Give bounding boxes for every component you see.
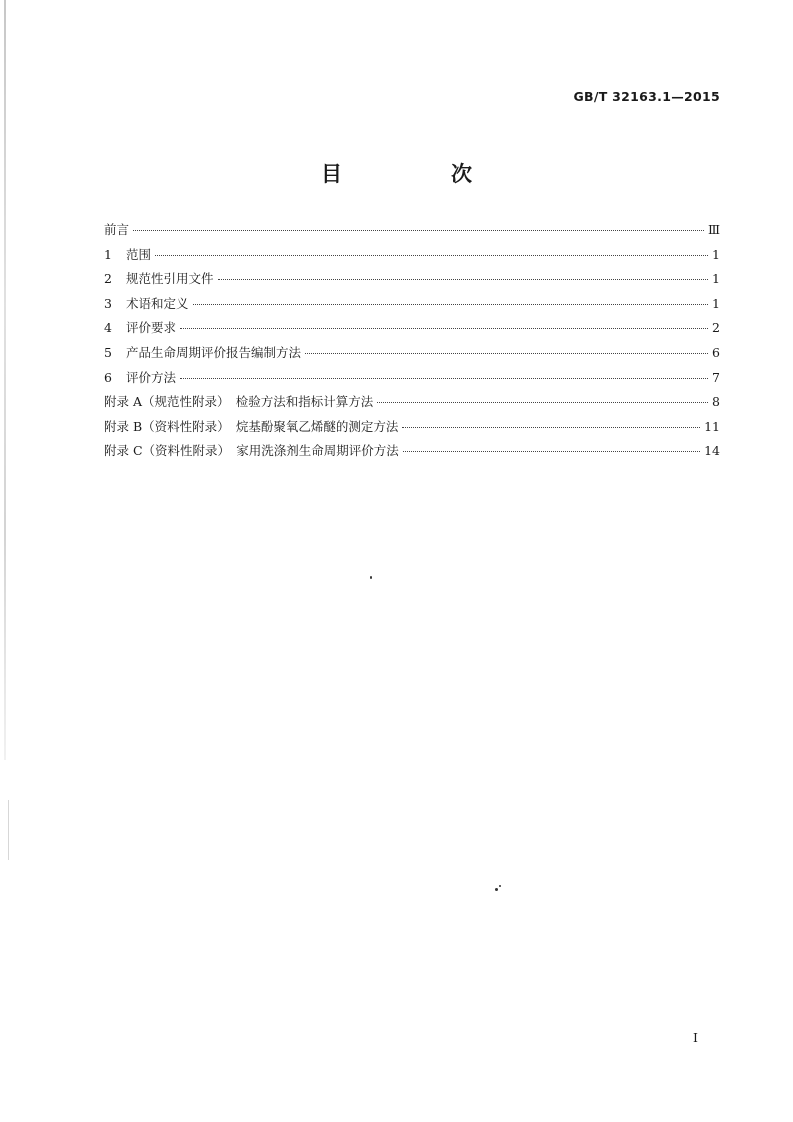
toc-entry-appendix-a[interactable] xyxy=(104,392,720,417)
toc-entry-page: 2 xyxy=(712,320,720,336)
toc-entry-label: 术语和定义 xyxy=(126,295,189,311)
toc-entry-foreword[interactable] xyxy=(104,220,720,245)
toc-leader-dots xyxy=(402,427,700,428)
toc-entry-label: 范围 xyxy=(126,246,152,262)
toc-entry-normative-references[interactable] xyxy=(104,269,720,294)
toc-entry-label: 评价方法 xyxy=(126,369,177,385)
toc-entry-page: 14 xyxy=(704,443,720,459)
toc-entry-label: 附录 A（规范性附录） 检验方法和指标计算方法 xyxy=(104,394,374,410)
scan-edge-shadow xyxy=(4,0,6,760)
toc-leader-dots xyxy=(193,304,708,305)
toc-entry-appendix-c[interactable] xyxy=(104,441,720,466)
toc-entry-evaluation-method[interactable] xyxy=(104,368,720,393)
toc-leader-dots xyxy=(403,451,700,452)
scan-speck xyxy=(495,888,498,891)
toc-entry-page: 8 xyxy=(712,394,720,410)
table-of-contents xyxy=(104,220,720,466)
toc-entry-label: 产品生命周期评价报告编制方法 xyxy=(126,344,302,360)
toc-entry-page: 1 xyxy=(712,295,720,311)
toc-title: 目 次 xyxy=(321,162,516,186)
toc-entry-scope[interactable] xyxy=(104,245,720,270)
toc-entry-number: 1 xyxy=(104,246,112,262)
toc-entry-evaluation-requirements[interactable] xyxy=(104,318,720,343)
page-number: I xyxy=(693,1030,698,1045)
toc-entry-number: 4 xyxy=(104,320,112,336)
toc-entry-page: 1 xyxy=(712,246,720,262)
toc-leader-dots xyxy=(218,279,708,280)
toc-leader-dots xyxy=(155,255,708,256)
toc-entry-page: 6 xyxy=(712,344,720,360)
toc-entry-page: Ⅲ xyxy=(707,222,720,237)
toc-leader-dots xyxy=(133,230,704,231)
toc-entry-number: 2 xyxy=(104,271,112,287)
toc-entry-label: 前言 xyxy=(104,222,130,237)
toc-leader-dots xyxy=(305,353,708,354)
toc-entry-number: 6 xyxy=(104,369,112,385)
toc-entry-report-method[interactable] xyxy=(104,343,720,368)
toc-entry-number: 3 xyxy=(104,295,112,311)
scan-speck xyxy=(370,576,372,579)
toc-entry-label: 评价要求 xyxy=(126,320,177,336)
toc-entry-label: 附录 C（资料性附录） 家用洗涤剂生命周期评价方法 xyxy=(104,443,399,459)
toc-entry-number: 5 xyxy=(104,344,112,360)
toc-entry-terms-definitions[interactable] xyxy=(104,294,720,319)
toc-leader-dots xyxy=(180,328,708,329)
toc-entry-label: 规范性引用文件 xyxy=(126,271,214,287)
scan-edge-mark xyxy=(8,800,9,860)
toc-entry-page: 11 xyxy=(704,418,720,434)
toc-entry-appendix-b[interactable] xyxy=(104,417,720,442)
toc-leader-dots xyxy=(180,378,708,379)
toc-entry-label: 附录 B（资料性附录） 烷基酚聚氧乙烯醚的测定方法 xyxy=(104,418,399,434)
toc-leader-dots xyxy=(377,402,708,403)
standard-code: GB/T 32163.1—2015 xyxy=(573,89,720,104)
toc-entry-page: 1 xyxy=(712,271,720,287)
scan-speck xyxy=(499,885,501,887)
toc-entry-page: 7 xyxy=(712,369,720,385)
